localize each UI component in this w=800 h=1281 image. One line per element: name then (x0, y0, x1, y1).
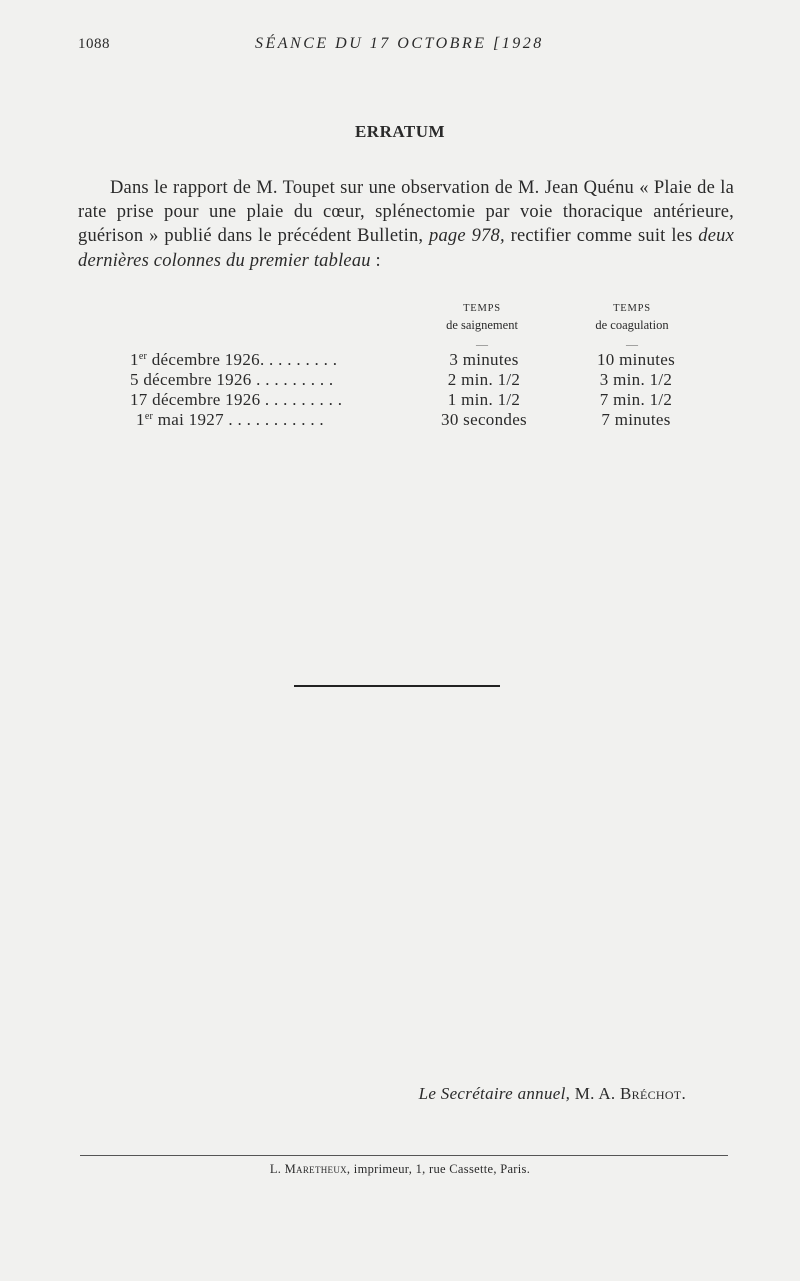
section-divider (294, 685, 500, 687)
row-bleeding-time: 30 secondes (441, 410, 527, 429)
row-coagulation-time: 7 min. 1/2 (599, 390, 673, 409)
table-row (78, 410, 718, 430)
footer-rule (80, 1155, 728, 1156)
signature-name: Bréchot. (620, 1084, 686, 1103)
column-header-dash: — (476, 337, 488, 351)
row-day: 1 (130, 350, 139, 369)
row-bleeding-time: 3 minutes (449, 350, 519, 369)
table-row (78, 350, 718, 370)
signature-prefix: M. A. (570, 1084, 620, 1103)
paragraph-text-3: : (370, 250, 381, 271)
row-day-superscript: er (138, 351, 148, 362)
paragraph-text-2: rectifier comme suit les (504, 226, 699, 247)
column-header-title: TEMPS (463, 303, 501, 314)
row-coagulation-time: 10 minutes (596, 350, 676, 369)
row-coagulation-time: 3 min. 1/2 (599, 370, 673, 389)
signature-role: Le Secrétaire annuel, (418, 1084, 571, 1103)
printer-name: L. Maretheux, (269, 1162, 351, 1176)
column-header-subtitle: de saignement (446, 318, 518, 332)
column-header-dash: — (626, 337, 638, 351)
row-date (130, 390, 342, 410)
row-day-superscript: er (144, 411, 154, 422)
erratum-paragraph (78, 176, 734, 273)
row-bleeding-time: 1 min. 1/2 (447, 390, 521, 409)
paragraph-text-1: Dans le rapport de M. Toupet sur une observation de M. Jean Quénu « Plaie de la rate prise pour une plaie du cœur, splénectomie par voie thoracique antérieure, guérison » publié dans le précédent Bulletin, (78, 178, 734, 247)
table-row (78, 370, 718, 390)
page-reference: page 978, (429, 226, 505, 247)
column-header-coagulation (572, 300, 692, 353)
erratum-title: ERRATUM (354, 122, 446, 141)
column-header-subtitle: de coagulation (595, 318, 669, 332)
printer-address: imprimeur, 1, rue Cassette, Paris. (350, 1162, 531, 1176)
row-date-text: décembre 1926 . . . . . . . . . (147, 390, 343, 409)
page-number: 1088 (78, 36, 110, 52)
signature (419, 1084, 686, 1104)
row-date (136, 410, 324, 430)
table-row (78, 390, 718, 410)
row-day: 1 (136, 410, 145, 429)
row-date (130, 370, 333, 390)
paragraph-italic-phrase: deux dernières colonnes du premier tableau (78, 226, 735, 271)
row-date-text: mai 1927 . . . . . . . . . . . (153, 410, 324, 429)
column-header-title: TEMPS (613, 303, 651, 314)
row-day: 17 (130, 390, 148, 409)
row-date-text: décembre 1926. . . . . . . . . (147, 350, 338, 369)
row-date-text: décembre 1926 . . . . . . . . . (138, 370, 334, 389)
running-head: SÉANCE DU 17 OCTOBRE [1928 (255, 35, 544, 52)
printer-imprint (0, 1162, 800, 1177)
column-header-bleeding (422, 300, 542, 353)
row-coagulation-time: 7 minutes (601, 410, 671, 429)
row-date (130, 350, 337, 370)
row-bleeding-time: 2 min. 1/2 (447, 370, 521, 389)
row-day: 5 (130, 370, 139, 389)
